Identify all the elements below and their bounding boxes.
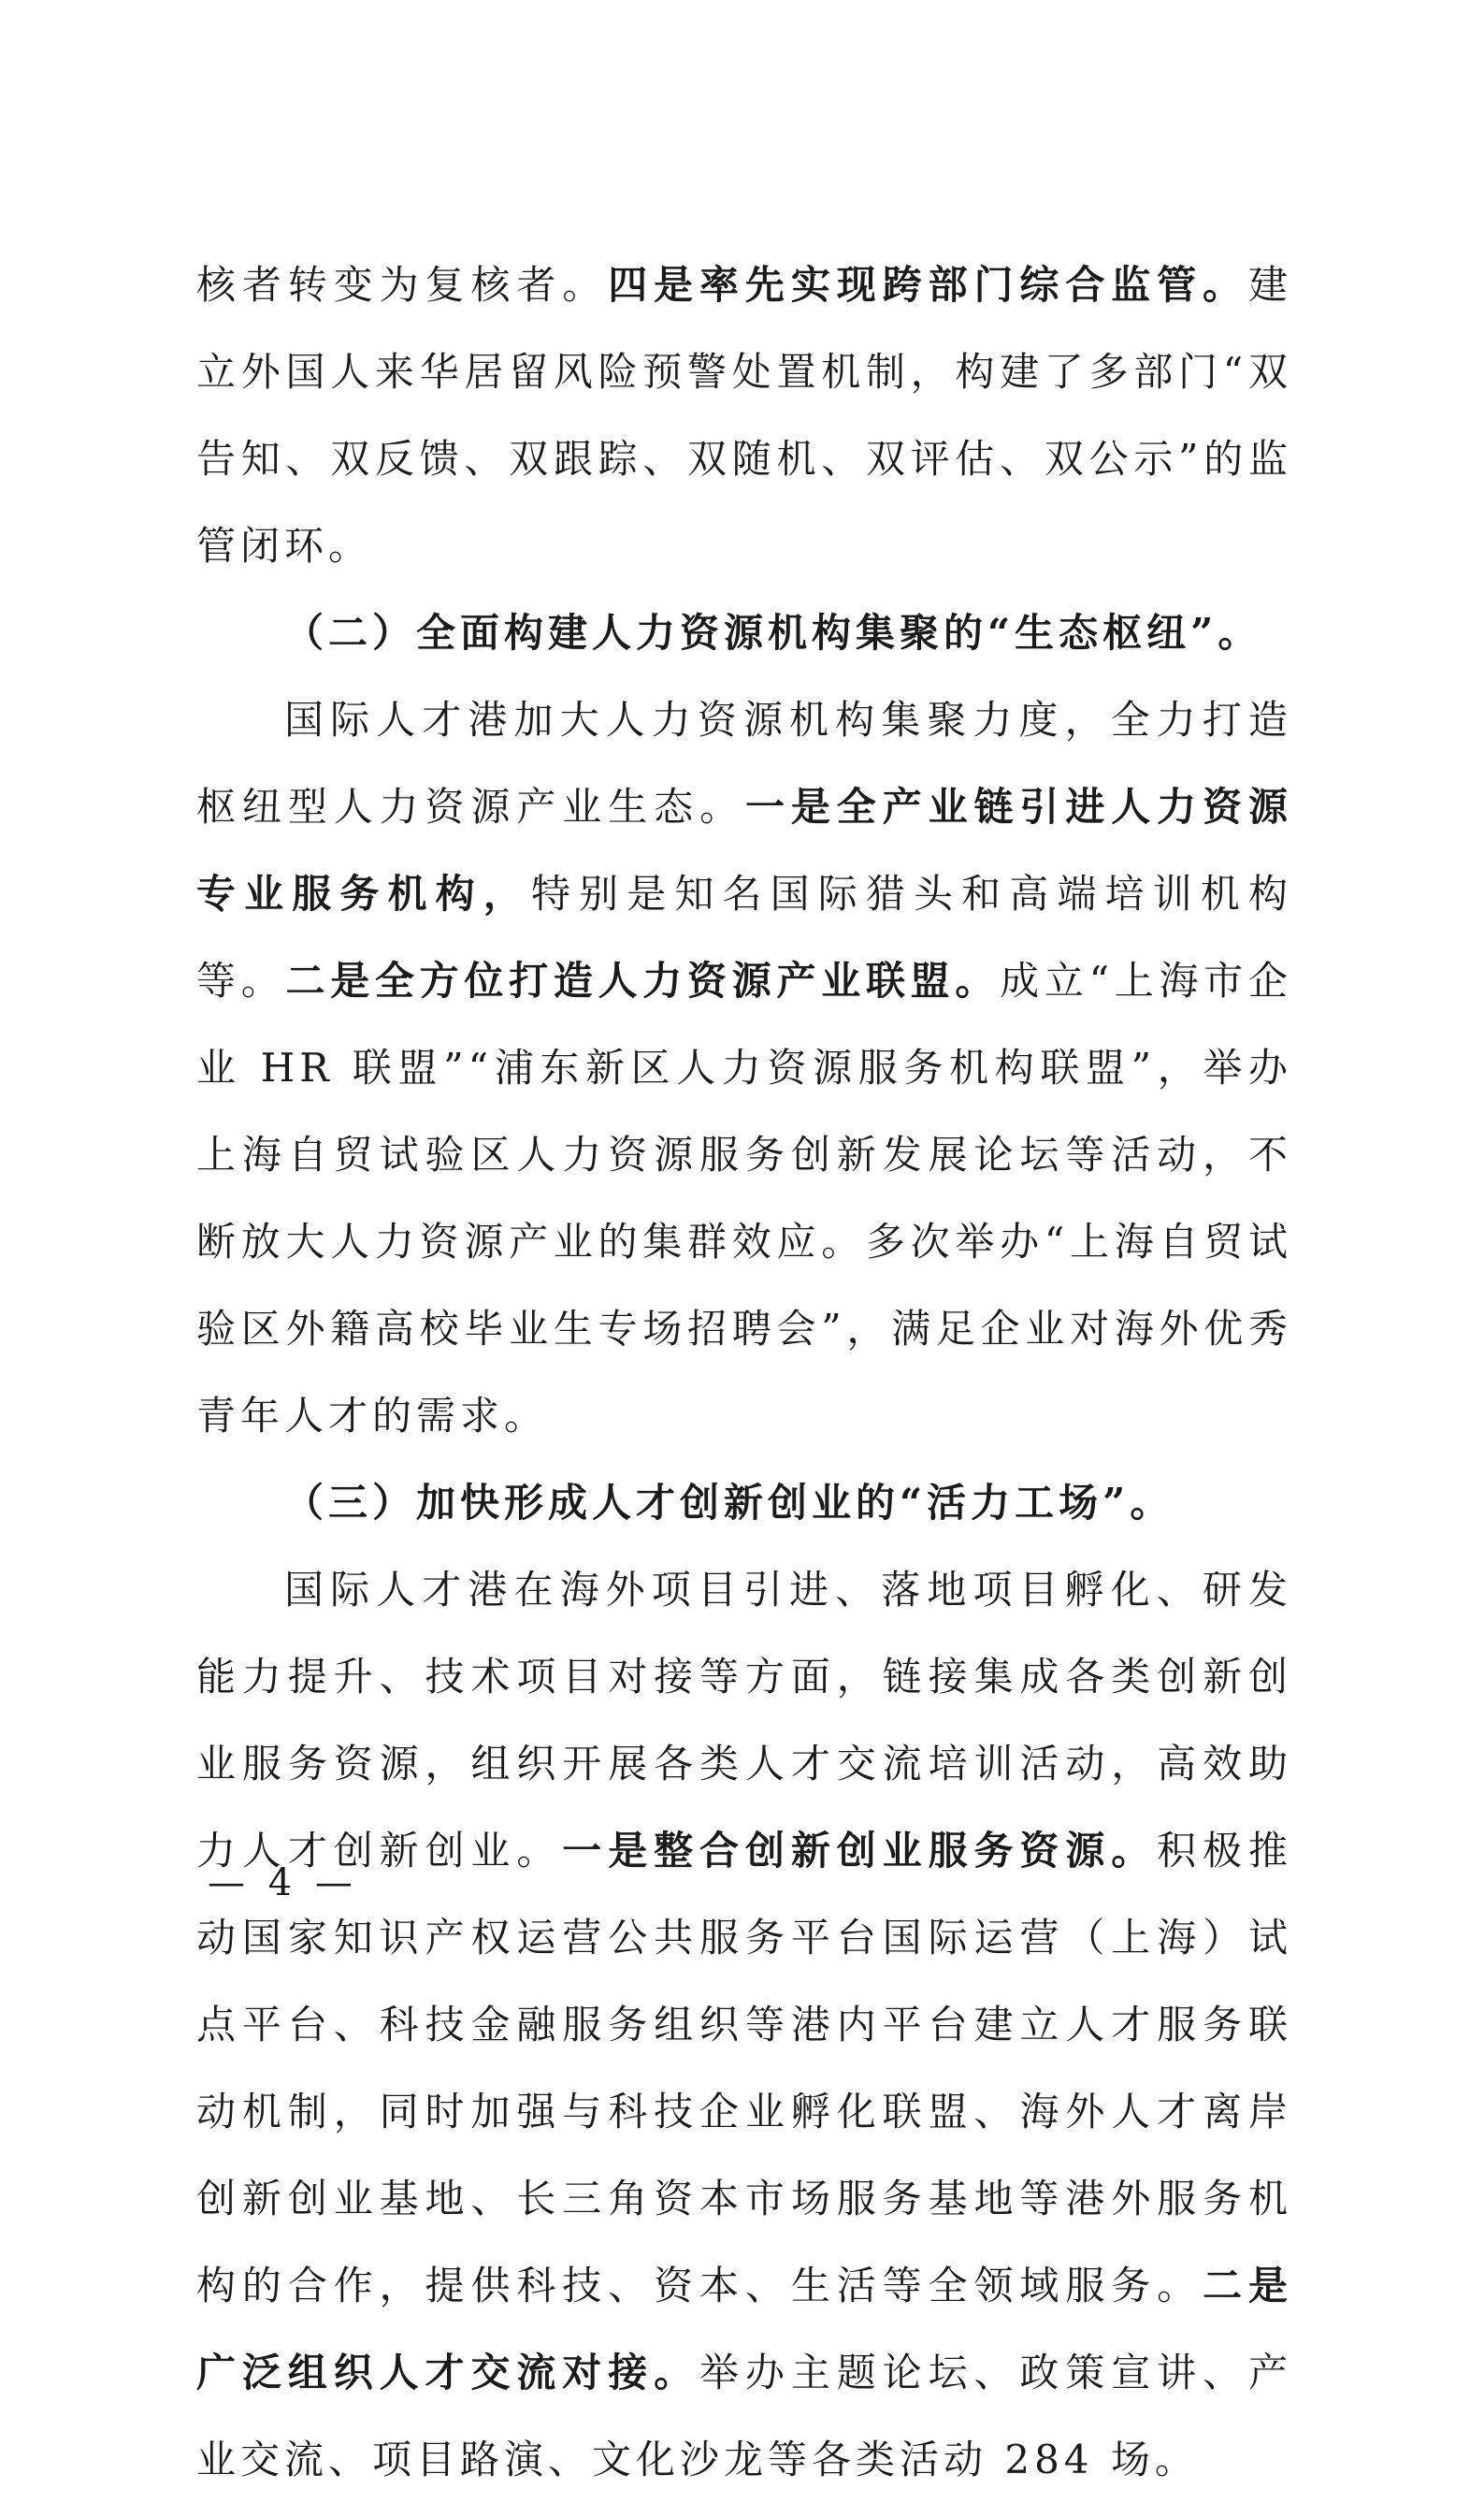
text-run: 国际人才港加大人力资源机构集聚力度，全力打造枢纽型人力资源产业生态。 — [196, 697, 1292, 830]
text-run: 成立“上海市企业 HR 联盟”“浦东新区人力资源服务机构联盟”，举办上海自贸试验区人力资源服务创新发展论坛等活动，不断放大人力资源产业的集群效应。多次举办“上海自贸试验区外籍高校毕业生专场招聘会”，满足企业对海外优秀青年人才的需求。 — [196, 958, 1292, 1439]
body-text — [196, 241, 1292, 2503]
heading-text: （三）加快形成人才创新创业的“活力工场”。 — [284, 1480, 1174, 1526]
page-number: — 4 — — [208, 1861, 358, 1904]
paragraph — [196, 1546, 1292, 2503]
section-heading — [196, 1459, 1292, 1546]
text-run: 国际人才港在海外项目引进、落地项目孵化、研发能力提升、技术项目对接等方面，链接集成各类创新创业服务资源，组织开展各类人才交流培训活动，高效助力人才创新创业。 — [196, 1567, 1292, 1874]
heading-text: （二）全面构建人力资源机构集聚的“生态枢纽”。 — [284, 610, 1262, 656]
text-run: 举办主题论坛、政策宣讲、产业交流、项目路演、文化沙龙等各类活动 284 场。 — [196, 2350, 1292, 2482]
bold-text-run: 二是全方位打造人力资源产业联盟。 — [285, 958, 1001, 1004]
text-run: 建立外国人来华居留风险预警处置机制，构建了多部门“双告知、双反馈、双跟踪、双随机、双评估、双公示”的监管闭环。 — [196, 262, 1292, 569]
bold-text-run: 一是整合创新创业服务资源。 — [562, 1828, 1158, 1874]
section-heading — [196, 589, 1292, 676]
text-run: 特别是知名国际猎头和高端培训机构等。 — [196, 871, 1292, 1004]
text-run: 核者转变为复核者。 — [196, 262, 609, 308]
paragraph — [196, 676, 1292, 1459]
bold-text-run: 二是广泛组织人才交流对接。 — [196, 2263, 1292, 2395]
text-run: 积极推动国家知识产权运营公共服务平台国际运营（上海）试点平台、科技金融服务组织等港内平台建立人才服务联动机制，同时加强与科技企业孵化联盟、海外人才离岸创新创业基地、长三角资本市场服务基地等港外服务机构的合作，提供科技、资本、生活等全领域服务。 — [196, 1828, 1292, 2308]
paragraph — [196, 241, 1292, 589]
bold-text-run: 一是全产业链引进人力资源专业服务机构， — [196, 784, 1292, 917]
bold-text-run: 四是率先实现跨部门综合监管。 — [608, 262, 1248, 308]
